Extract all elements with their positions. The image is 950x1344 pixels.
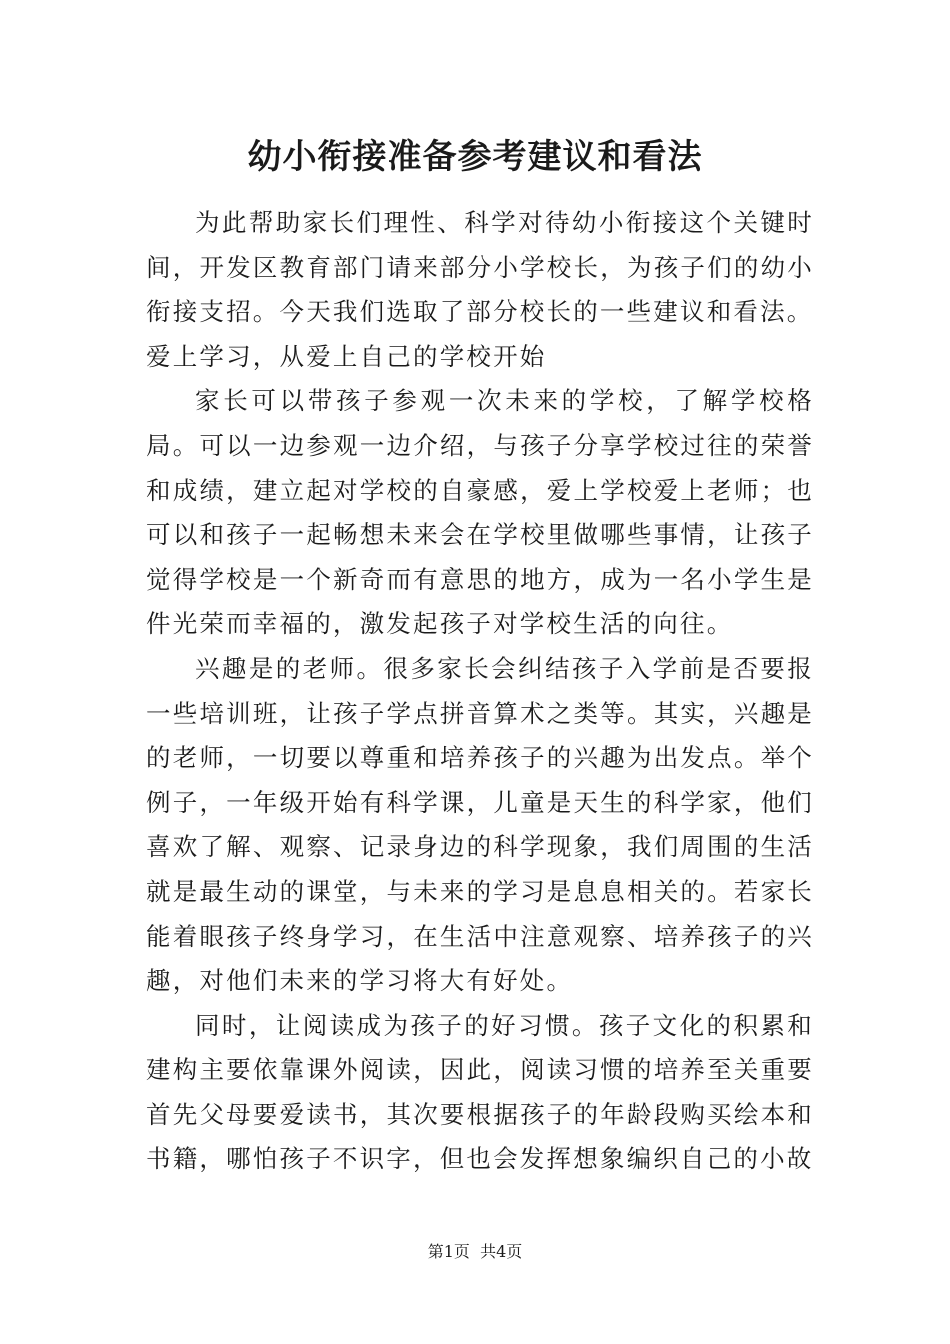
paragraph-intro: 为此帮助家长们理性、科学对待幼小衔接这个关键时间，开发区教育部门请来部分小学校长，为孩子们的幼小衔接支招。今天我们选取了部分校长的一些建议和看法。 bbox=[146, 208, 814, 327]
page-number-label: 第1页 共4页 bbox=[427, 1242, 523, 1261]
document-body bbox=[146, 201, 814, 1182]
page-footer bbox=[0, 1242, 950, 1262]
document-title: 幼小衔接准备参考建议和看法 bbox=[247, 137, 703, 177]
section-heading: 爱上学习，从爱上自己的学校开始 bbox=[146, 341, 547, 371]
paragraph-interest: 兴趣是的老师。很多家长会纠结孩子入学前是否要报一些培训班，让孩子学点拼音算术之类等。其实，兴趣是的老师，一切要以尊重和培养孩子的兴趣为出发点。举个例子，一年级开始有科学课，儿童是天生的科学家，他们喜欢了解、观察、记录身边的科学现象，我们周围的生活就是最生动的课堂，与未来的学习是息息相关的。若家长能着眼孩子终身学习，在生活中注意观察、培养孩子的兴趣，对他们未来的学习将大有好处。 bbox=[146, 653, 814, 996]
paragraph-reading: 同时，让阅读成为孩子的好习惯。孩子文化的积累和建构主要依靠课外阅读，因此，阅读习惯的培养至关重要首先父母要爱读书，其次要根据孩子的年龄段购买绘本和书籍，哪怕孩子不识字，但也会发挥想象编织自己的小故 bbox=[146, 1010, 814, 1174]
paragraph-school-visit: 家长可以带孩子参观一次未来的学校，了解学校格局。可以一边参观一边介绍，与孩子分享学校过往的荣誉和成绩，建立起对学校的自豪感，爱上学校爱上老师；也可以和孩子一起畅想未来会在学校里做哪些事情，让孩子觉得学校是一个新奇而有意思的地方，成为一名小学生是件光荣而幸福的，激发起孩子对学校生活的向往。 bbox=[146, 386, 814, 639]
